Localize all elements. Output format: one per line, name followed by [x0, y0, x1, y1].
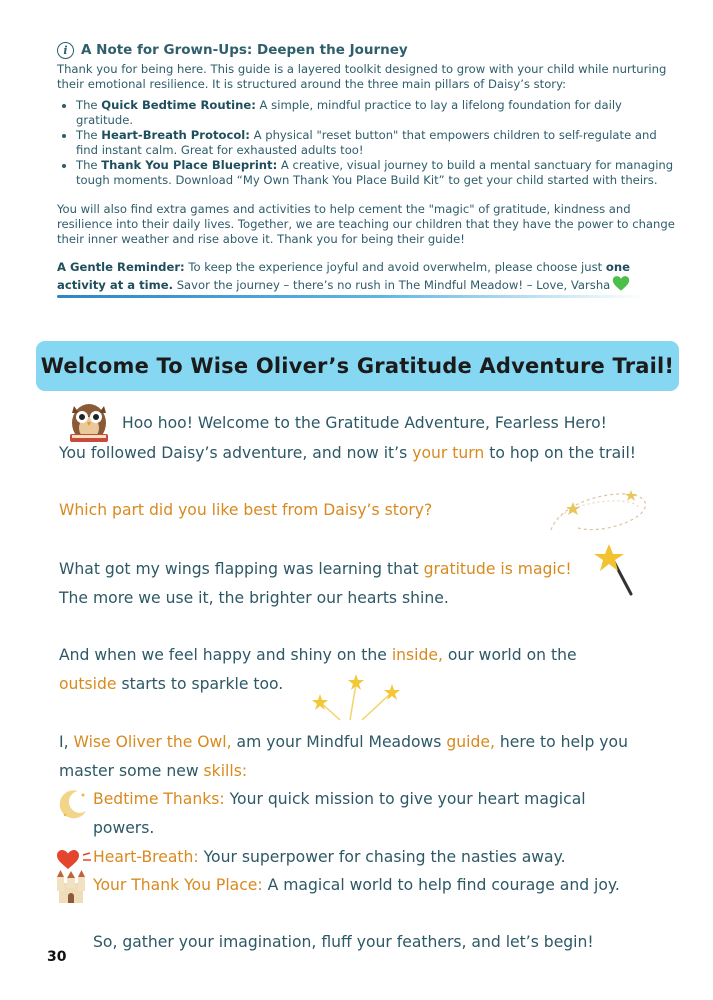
- divider: [57, 295, 645, 298]
- grown-ups-note: [57, 42, 677, 293]
- story-line: And when we feel happy and shiny on the inside, our world on the: [59, 646, 577, 664]
- note-intro: Thank you for being here. This guide is a layered toolkit designed to grow with your child while nurturing their emotional resilience. It is structured around the three main pillars of Daisy’s story:: [57, 62, 667, 91]
- skill-bedtime-thanks-cont: powers.: [93, 819, 155, 837]
- list-item: • The Heart-Breath Protocol: A physical "reset button" that empowers children to self-regulate and find instant calm. Great for exhausted adults too!: [76, 128, 677, 158]
- magic-wand-icon: [543, 480, 653, 598]
- skill-heart-breath: Heart-Breath: Your superpower for chasing the nasties away.: [93, 848, 566, 866]
- owl-icon: [64, 398, 114, 444]
- skill-thank-you-place: Your Thank You Place: A magical world to help find courage and joy.: [93, 876, 620, 894]
- greeting: Hoo hoo! Welcome to the Gratitude Adventure, Fearless Hero!: [122, 414, 607, 432]
- list-item: • The Thank You Place Blueprint: A creative, visual journey to build a mental sanctuary for managing tough moments. Download “My Own Thank You Place Build Kit” to get your child started with theirs.: [76, 158, 677, 188]
- story-line: You followed Daisy’s adventure, and now it’s your turn to hop on the trail!: [59, 444, 637, 462]
- moon-icon: [56, 787, 90, 821]
- story-line: The more we use it, the brighter our hearts shine.: [59, 589, 449, 607]
- castle-icon: [55, 869, 87, 905]
- closing-line: So, gather your imagination, fluff your feathers, and let’s begin!: [93, 933, 594, 951]
- story-line: What got my wings flapping was learning that gratitude is magic!: [59, 560, 572, 578]
- info-icon: i: [57, 42, 74, 59]
- story-line: master some new skills:: [59, 762, 248, 780]
- page-title: Welcome To Wise Oliver’s Gratitude Adventure Trail!: [40, 354, 675, 378]
- pillar-list: [57, 98, 677, 188]
- question: Which part did you like best from Daisy’s story?: [59, 501, 433, 519]
- skill-bedtime-thanks: Bedtime Thanks: Your quick mission to give your heart magical: [93, 790, 586, 808]
- page-number: 30: [47, 949, 67, 965]
- gentle-reminder: A Gentle Reminder: To keep the experience joyful and avoid overwhelm, please choose just one activity at a time. Savor the journey – there’s no rush in The Mindful Meadow! – Love, Varsha: [57, 260, 630, 292]
- story-line: outside starts to sparkle too.: [59, 675, 284, 693]
- list-item: • The Quick Bedtime Routine: A simple, mindful practice to lay a lifelong foundation for daily gratitude.: [76, 98, 677, 128]
- title-banner: [36, 341, 679, 391]
- green-heart-icon: [612, 275, 630, 293]
- heart-icon: [56, 849, 92, 871]
- story-line: I, Wise Oliver the Owl, am your Mindful Meadows guide, here to help you: [59, 733, 628, 751]
- sparkle-icon: [310, 672, 405, 722]
- note-title: i A Note for Grown-Ups: Deepen the Journey: [57, 42, 677, 59]
- note-paragraph: You will also find extra games and activities to help cement the "magic" of gratitude, kindness and resilience into their daily lives. Together, we are teaching our children that they have the power to change their inner weather and rise above it. Thank you for being their guide!: [57, 202, 675, 246]
